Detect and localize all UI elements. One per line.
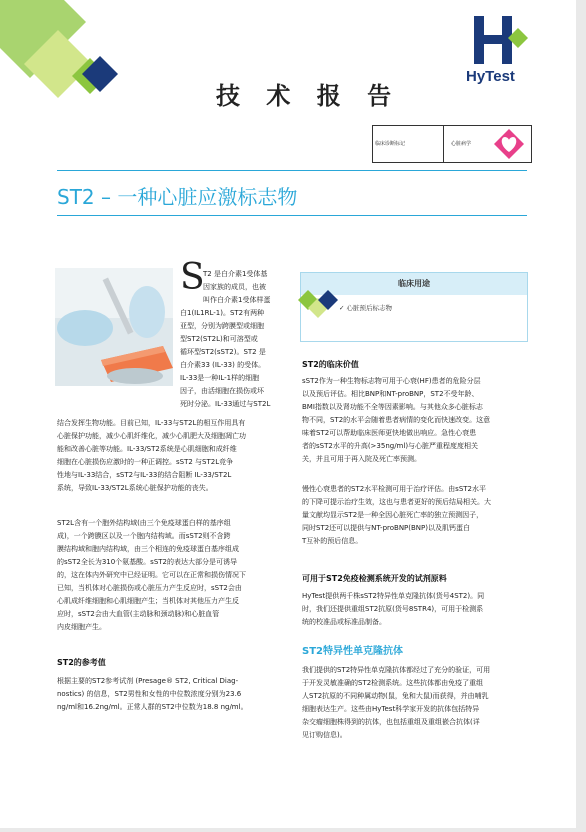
mabs-line-5: 杂交瘤细胞株得到的抗体，也包括重组及重组嵌合抗体(详 xyxy=(302,718,480,726)
document-title: ST2 – 一种心脏应激标志物 xyxy=(57,185,298,209)
intro-wrap-4: 白1(IL1RL-1)。ST2有两种 xyxy=(180,309,265,317)
mabs-line-1: 我们提供的ST2特异性单克隆抗体都经过了充分的验证，可用 xyxy=(302,666,491,674)
reagents-line-2: 时，我们还提供重组ST2抗原(货号8STR4)，可用于检测系 xyxy=(302,605,484,613)
prognostic-p2-line-1: 慢性心衰患者的ST2水平检测可用于治疗评估。由sST2水平 xyxy=(302,485,486,493)
drop-cap: S xyxy=(180,257,205,298)
prognostic-p2-line-4: 同时ST2还可以提供与NT-proBNP(BNP)以及肌钙蛋白 xyxy=(302,524,470,532)
header-info-box xyxy=(372,125,532,163)
reference-line-3: ng/ml和16.2ng/ml。正常人群的ST2中位数为18.8 ng/ml。 xyxy=(57,703,248,711)
intro-wrap-2: 因家族的成员，也被 xyxy=(203,283,266,291)
st2l-line-2: 成)，一个跨膜区以及一个胞内结构域。而sST2则不含跨 xyxy=(57,532,231,540)
prognostic-p2-line-5: T互补的预后信息。 xyxy=(302,537,363,545)
intro-line-6: 系统，导致IL-33/ST2L系统心脏保护功能的丧失。 xyxy=(57,484,213,492)
st2l-line-4: 的sST2全长为310个氨基酸。sST2的表达大部分是可诱导 xyxy=(57,558,237,566)
title-rule-bottom xyxy=(57,215,527,216)
prognostic-p2-line-2: 的下降可提示治疗生效，这也与患者更好的预后结局相关。大 xyxy=(302,498,491,506)
intro-wrap-6: 型ST2(ST2L)和可溶型或 xyxy=(180,335,258,343)
intro-wrap-7: 循环型ST2(sST2)。ST2 是 xyxy=(180,348,266,356)
mabs-line-3: 人ST2抗原的不同种属动物(鼠，兔和大鼠)而获得，并由哺乳 xyxy=(302,692,489,700)
prognostic-line-1: sST2作为一种生物标志物可用于心衰(HF)患者的危险分层 xyxy=(302,377,481,385)
mabs-line-4: 细胞表达生产。这些由HyTest科学家开发的抗体包括特异 xyxy=(302,705,480,713)
heart-icon xyxy=(493,128,525,160)
hytest-logo-icon xyxy=(472,14,532,68)
intro-line-5: 性地与IL-33结合，sST2与IL-33的结合阻断 IL-33/ST2L xyxy=(57,471,232,479)
info-divider xyxy=(443,126,444,162)
lab-photo xyxy=(55,268,173,386)
st2l-line-8: 应时，sST2会由大血管(主动脉和颈动脉)和心脏血管 xyxy=(57,610,220,618)
intro-wrap-10: 因子，由活细胞在损伤或坏 xyxy=(180,387,264,395)
brand-name: HyTest xyxy=(466,68,515,85)
info-cell-field: 心脏病学 xyxy=(451,141,472,147)
intro-wrap-3: 叫作白介素1受体样蛋 xyxy=(203,296,271,304)
info-cell-category: 临床诊断标记 xyxy=(375,141,406,147)
st2l-line-6: 已知，当机体对心脏损伤或心脏压力产生反应时，sST2会由 xyxy=(57,584,242,592)
prognostic-heading: ST2的临床价值 xyxy=(302,360,359,369)
intro-line-2: 心脏保护功能，减少心肌纤维化，减少心肌肥大及细胞凋亡功 xyxy=(57,432,246,440)
intro-line-3: 能和改善心脏等功能。IL-33/ST2系统是心肌细胞和成纤维 xyxy=(57,445,237,453)
st2l-line-7: 心肌成纤维细胞和心肌细胞产生；当机体对其他压力产生反 xyxy=(57,597,239,605)
prognostic-line-7: 关，并且可用于再入院及死亡率预测。 xyxy=(302,455,421,463)
reference-heading: ST2的参考值 xyxy=(57,658,106,667)
st2l-line-1: ST2L含有一个胞外结构域(由三个免疫球蛋白样的基序组 xyxy=(57,519,231,527)
intro-wrap-9: IL-33是一种IL-1样的细胞 xyxy=(180,374,260,382)
intro-wrap-1: T2 是白介素1受体基 xyxy=(203,270,268,278)
prognostic-line-4: 物不同，ST2的水平会随着患者病情的变化而快速改变。这意 xyxy=(302,416,491,424)
intro-line-4: 细胞在心脏损伤应激时的一种正调控。sST2 与ST2L竞争 xyxy=(57,458,234,466)
st2l-line-3: 膜结构域和胞内结构域，由三个相连的免疫球蛋白基序组成 xyxy=(57,545,239,553)
mabs-line-2: 于开发灵敏准确的ST2检测系统。这些抗体都由免疫了重组 xyxy=(302,679,484,687)
reagents-line-1: HyTest提供两千株sST2特异性单克隆抗体(货号4ST2)。同 xyxy=(302,592,485,600)
prognostic-line-2: 以及预后评估。相比BNP和NT-proBNP，ST2不受年龄、 xyxy=(302,390,479,398)
clinical-use-heading: 临床用途 xyxy=(398,279,430,288)
reference-line-2: nostics) 的信息，ST2男性和女性的中位数浓度分别为23.6 xyxy=(57,690,242,698)
prognostic-line-3: BMI指数以及肾功能不全等因素影响。与其他众多心脏标志 xyxy=(302,403,483,411)
intro-wrap-8: 白介素33 (IL-33) 的受体。 xyxy=(180,361,266,369)
title-rule-top xyxy=(57,170,527,171)
reagents-line-3: 统的校准品或标准品制备。 xyxy=(302,618,386,626)
mabs-heading: ST2特异性单克隆抗体 xyxy=(302,646,403,657)
corner-decoration xyxy=(0,0,130,105)
intro-wrap-11: 死时分泌。IL-33通过与ST2L xyxy=(180,400,271,408)
intro-wrap-5: 亚型，分别为跨膜型或细胞 xyxy=(180,322,264,330)
diamond-decoration-icon xyxy=(296,282,340,326)
clinical-use-item: ✓ 心脏预后标志物 xyxy=(339,304,393,312)
reference-line-1: 根据主要的ST2参考试剂 (Presage® ST2, Critical Diag- xyxy=(57,677,239,685)
prognostic-line-5: 味着ST2可以帮助临床医师更快地做出响应。急性心衰患 xyxy=(302,429,477,437)
reagents-heading: 可用于ST2免疫检测系统开发的试剂原料 xyxy=(302,574,447,583)
prognostic-line-6: 者的sST2水平的升高(>35ng/ml)与心脏严重程度度相关 xyxy=(302,442,479,450)
prognostic-p2-line-3: 量文献均显示ST2是一种全因心脏死亡率的独立预测因子， xyxy=(302,511,484,519)
mabs-line-6: 见订购信息)。 xyxy=(302,731,347,739)
st2l-line-5: 的，这在体内外研究中已经证明。它可以在正常和损伤情况下 xyxy=(57,571,246,579)
intro-line-1: 结合发挥生物功能。目前已知，IL-33与ST2L的相互作用具有 xyxy=(57,419,246,427)
page-title: 技 术 报 告 xyxy=(216,82,401,110)
st2l-line-9: 内皮细胞产生。 xyxy=(57,623,106,631)
